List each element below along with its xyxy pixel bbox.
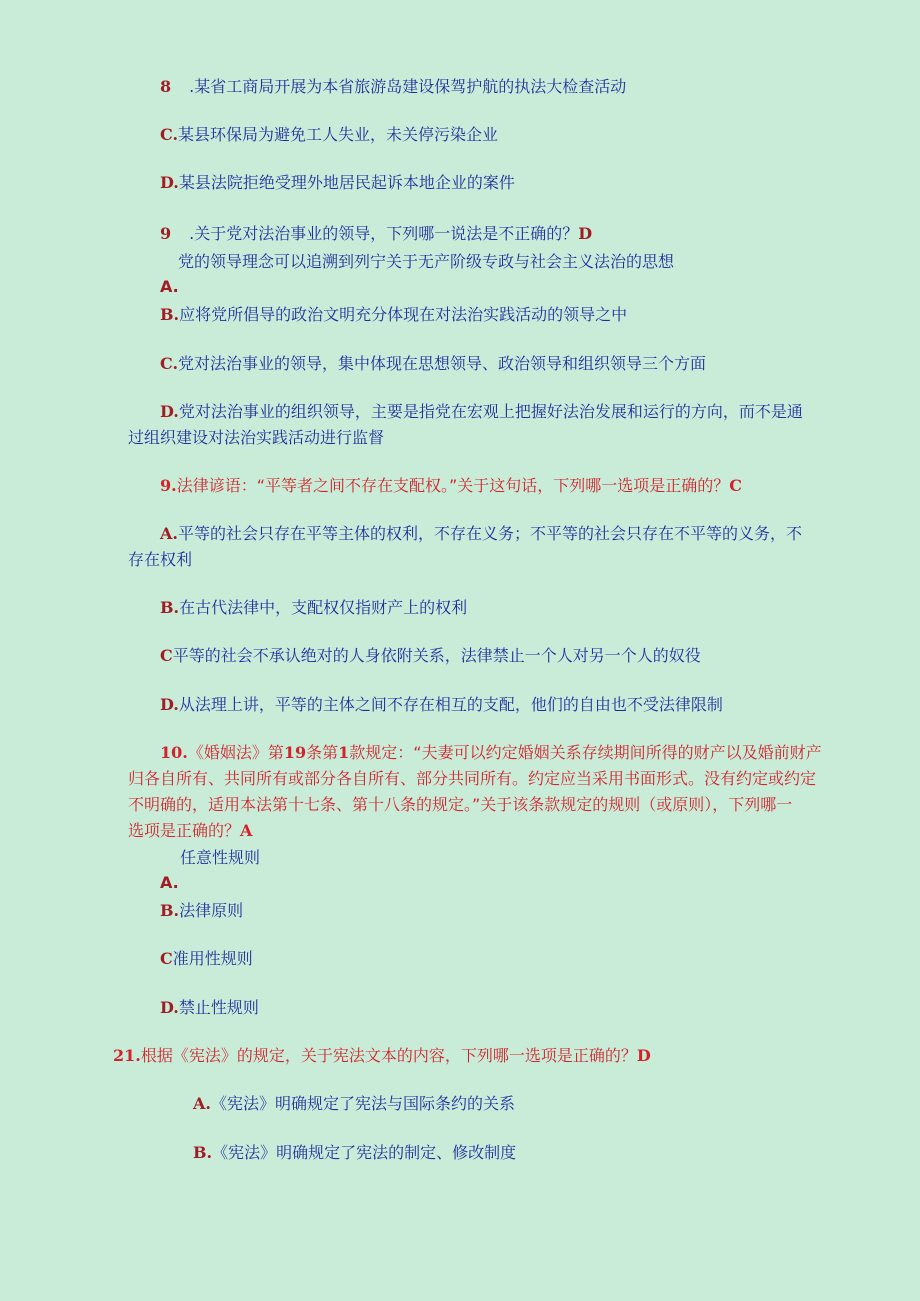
option-label: C. <box>160 125 179 144</box>
question-9b-stem <box>160 474 742 498</box>
question-10-line-3: 不明确的，适用本法第十七条、第十八条的规定。”关于该条款规定的规则（或原则），下列哪一 <box>128 795 793 814</box>
option-c <box>160 644 701 668</box>
question-text: 根据《宪法》的规定，关于宪法文本的内容，下列哪一选项是正确的？ <box>140 1046 637 1065</box>
question-number: 8 <box>160 77 172 96</box>
option-text: 《宪法》明确规定了宪法的制定、修改制度 <box>212 1143 517 1162</box>
option-text: 禁止性规则 <box>178 998 259 1017</box>
option-b <box>160 596 467 620</box>
answer-key: C <box>729 476 743 495</box>
option-label: D. <box>160 695 179 714</box>
option-text: 党对法治事业的领导，集中体现在思想领导、政治领导和组织领导三个方面 <box>178 354 707 373</box>
option-a-continuation: 存在权利 <box>128 550 193 569</box>
option-d <box>160 693 723 717</box>
question-text: 法律谚语：“平等者之间不存在支配权。”关于这句话，下列哪一选项是正确的？ <box>176 476 730 495</box>
option-label: D. <box>160 998 179 1017</box>
option-text: 平等的社会只存在平等主体的权利，不存在义务；不平等的社会只存在不平等的义务，不 <box>177 524 802 543</box>
option-label: C <box>160 646 173 665</box>
question-10-line-2: 归各自所有、共同所有或部分各自所有、部分共同所有。约定应当采用书面形式。没有约定或约定 <box>128 769 817 788</box>
question-10-stem: 10.《婚姻法》第19条第1款规定：“夫妻可以约定婚姻关系存续期间所得的财产以及婚前财产 <box>160 743 822 762</box>
option-a-text: 党的领导理念可以追溯到列宁关于无产阶级专政与社会主义法治的思想 <box>178 252 675 271</box>
question-text: .某省工商局开展为本省旅游岛建设保驾护航的执法大检查活动 <box>189 77 627 96</box>
option-label: B. <box>160 901 180 920</box>
option-label: C. <box>160 354 179 373</box>
question-text: .关于党对法治事业的领导，下列哪一说法是不正确的？ <box>189 224 579 243</box>
option-text: 某县环保局为避免工人失业，未关停污染企业 <box>178 125 499 144</box>
option-text: 法律原则 <box>179 901 244 920</box>
question-number: 10. <box>160 743 188 762</box>
option-c <box>160 947 253 971</box>
option-a <box>193 1092 515 1116</box>
question-number: 9. <box>160 476 177 495</box>
question-8-stem <box>160 75 626 99</box>
option-d <box>160 171 515 195</box>
answer-key: D <box>578 224 593 243</box>
option-a <box>160 522 802 546</box>
option-b <box>160 303 627 327</box>
option-text: 某县法院拒绝受理外地居民起诉本地企业的案件 <box>178 173 515 192</box>
option-text: 在古代法律中，支配权仅指财产上的权利 <box>179 598 468 617</box>
option-label: A. <box>160 524 178 543</box>
option-text: 准用性规则 <box>172 949 253 968</box>
option-text: 《宪法》明确规定了宪法与国际条约的关系 <box>210 1094 515 1113</box>
option-b <box>160 899 243 923</box>
question-10-line-4: 选项是正确的？A <box>128 821 253 840</box>
option-d <box>160 996 259 1020</box>
option-text: 平等的社会不承认绝对的人身依附关系，法律禁止一个人对另一个人的奴役 <box>172 646 701 665</box>
answer-key: A <box>240 821 253 840</box>
option-b <box>193 1141 516 1165</box>
question-number: 21. <box>113 1046 141 1065</box>
option-d-continuation: 过组织建设对法治实践活动进行监督 <box>128 428 385 447</box>
option-label: B. <box>160 305 180 324</box>
option-label: B. <box>193 1143 213 1162</box>
option-text: 党对法治事业的组织领导，主要是指党在宏观上把握好法治发展和运行的方向，而不是通 <box>178 402 803 421</box>
option-label: A. <box>193 1094 211 1113</box>
option-text: 从法理上讲，平等的主体之间不存在相互的支配，他们的自由也不受法律限制 <box>178 695 723 714</box>
option-text: 应将党所倡导的政治文明充分体现在对法治实践活动的领导之中 <box>179 305 628 324</box>
option-c <box>160 352 706 376</box>
option-c <box>160 123 498 147</box>
option-label: D. <box>160 402 179 421</box>
option-label: D. <box>160 173 179 192</box>
question-9a-stem <box>160 222 592 246</box>
question-number: 9 <box>160 224 172 243</box>
answer-key: D <box>636 1046 651 1065</box>
option-label: B. <box>160 598 180 617</box>
option-a-label: A. <box>160 873 179 892</box>
option-a-text: 任意性规则 <box>180 848 261 867</box>
option-label: C <box>160 949 173 968</box>
option-d <box>160 400 803 424</box>
question-21-stem <box>113 1044 651 1068</box>
option-a-label: A. <box>160 277 179 296</box>
